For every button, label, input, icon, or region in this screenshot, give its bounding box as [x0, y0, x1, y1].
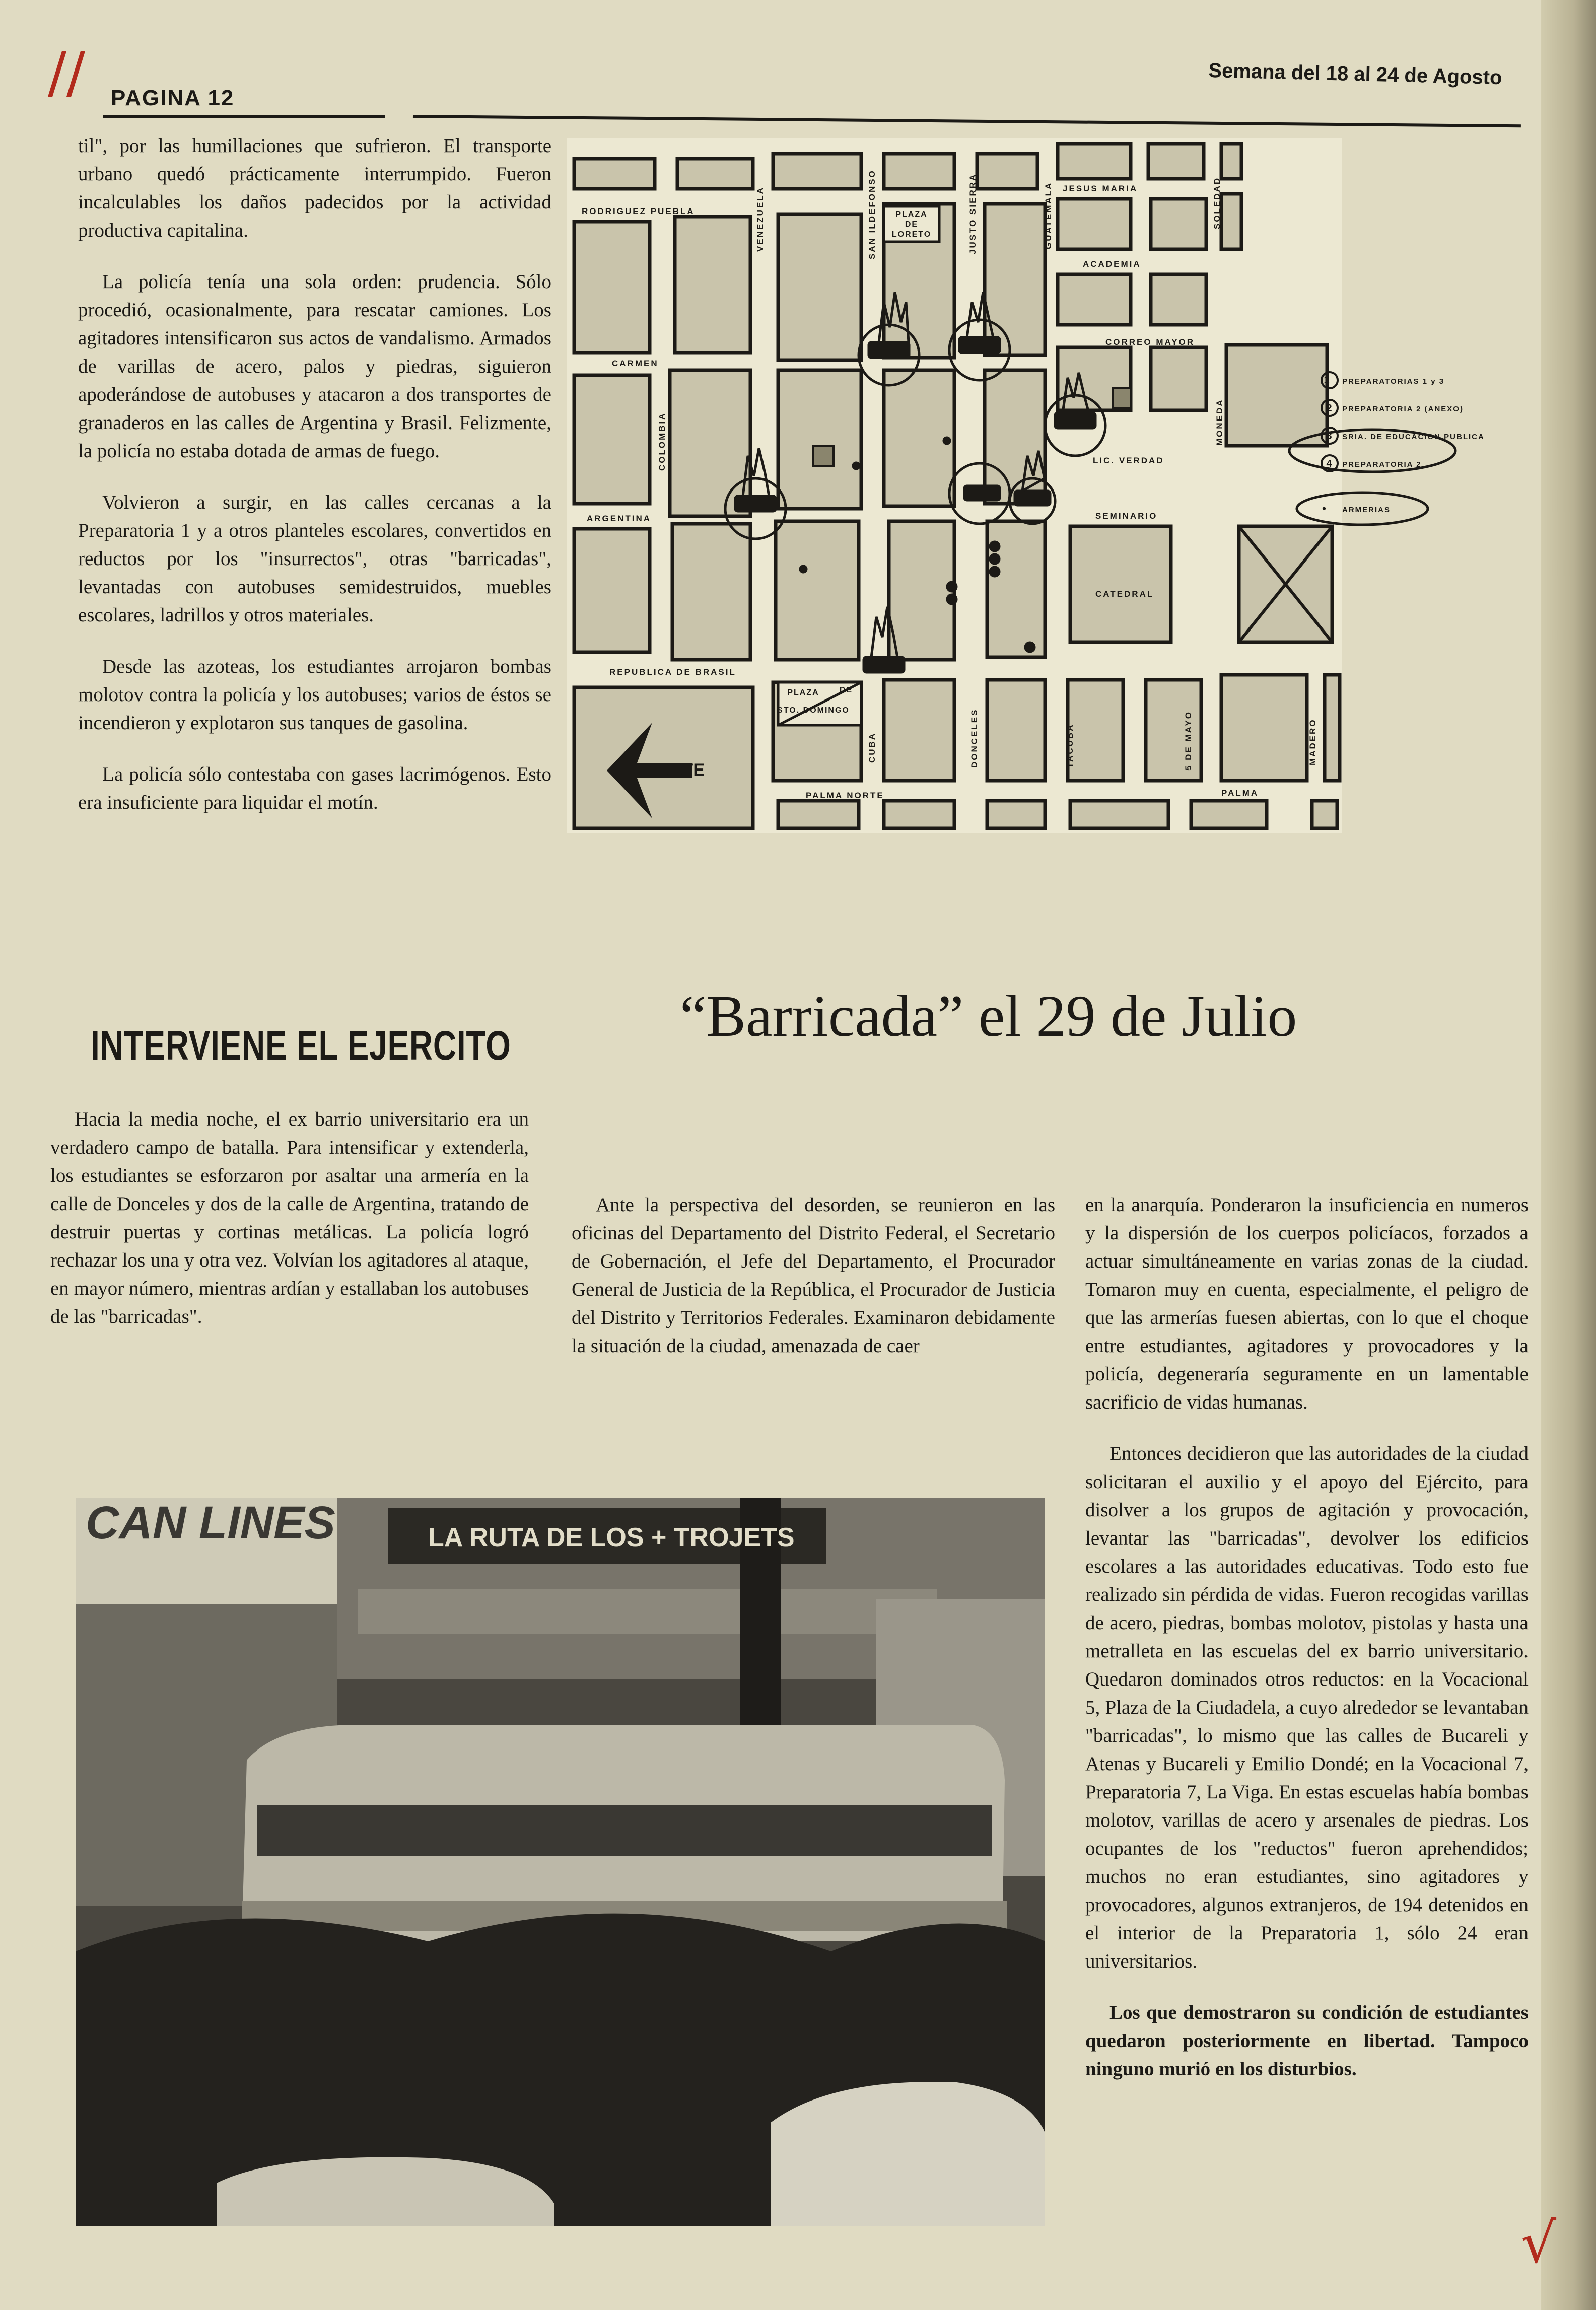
paragraph: til", por las humillaciones que sufrieron. El transporte urbano quedó prácticamente interrumpido. Fueron incalculables los daños padecidos por la actividad productiva capitalina. — [78, 135, 551, 241]
street-label: RODRIGUEZ PUEBLA — [582, 206, 695, 216]
street-label: SOLEDAD — [1212, 176, 1222, 229]
street-label: 5 DE MAYO — [1184, 711, 1193, 771]
red-pencil-mark: // — [48, 40, 86, 105]
street-label: CORREO MAYOR — [1105, 337, 1195, 347]
legend-label: PREPARATORIAS 1 y 3 — [1342, 377, 1445, 386]
street-label: ACADEMIA — [1083, 259, 1141, 269]
sign-left: CAN LINES — [86, 1497, 335, 1549]
legend-label: SRIA. DE EDUCACION PUBLICA — [1342, 433, 1485, 441]
street-label: DONCELES — [969, 708, 979, 768]
legend-label: PREPARATORIA 2 — [1342, 460, 1422, 469]
plaza-label: PLAZA — [787, 688, 819, 697]
street-label: VENEZUELA — [755, 186, 765, 252]
street-label: CATEDRAL — [1095, 589, 1154, 599]
street-label: CARMEN — [612, 359, 659, 368]
article-column-1 — [78, 132, 551, 840]
paragraph: Entonces decidieron que las autoridades de la ciudad solicitaran el auxilio y el apoyo del Ejército, para disolver a los grupos de agitación y provocación, levantar las "barricadas", devolver los edificios escolares a las autoridades educativas. Todo esto fue realizado sin pérdida de vidas. Fueron recogidas varillas de acero, piedras, bombas molotov, pistolas y hasta una metralleta en las escuelas del ex barrio universitario. Quedaron dominados otros reductos: en la Vocacional 5, Plaza de la Ciudadela, a cuyo alrededor se levantaban "barricadas", lo mismo que las calles de Bucareli y Atenas y Bucareli y Emilio Dondé; en la Vocacional 7, Preparatoria 7, La Viga. En estas escuelas había bombas molotov, varillas de acero y arsenales de piedras. Los ocupantes de los "reductos" fueron aprehendidos; muchos no eran estudiantes, sino agitadores y provocadores, algunos extranjeros, de 194 detenidos en el interior de la Preparatoria 1, sólo 24 eran universitarios. — [1085, 1443, 1529, 1972]
paragraph: Los que demostraron su condición de estudiantes quedaron posteriormente en libertad. Tampoco ninguno murió en los disturbios. — [1085, 2002, 1529, 2080]
plaza-label: LORETO — [891, 230, 932, 239]
street-label: GUATEMALA — [1044, 181, 1053, 249]
legend-number: 1 — [1324, 375, 1331, 386]
page-label: PAGINA 12 — [111, 86, 235, 110]
street-label: SAN ILDEFONSO — [867, 169, 877, 259]
legend-number: • — [1322, 502, 1327, 515]
legend-label: ARMERIAS — [1342, 506, 1391, 514]
street-label: CUBA — [867, 732, 877, 763]
street-label: PALMA NORTE — [806, 791, 884, 800]
street-label: TACUBA — [1065, 723, 1075, 768]
street-label: MONEDA — [1215, 398, 1224, 446]
street-label: SEMINARIO — [1095, 511, 1158, 521]
street-label: JUSTO SIERRA — [968, 173, 978, 254]
paragraph: La policía sólo contestaba con gases lacrimógenos. Esto era insuficiente para liquidar el motín. — [78, 763, 551, 813]
legend-number: 4 — [1326, 458, 1333, 469]
article-column-3 — [1085, 1191, 1529, 2107]
street-label: JESUS MARIA — [1063, 184, 1138, 193]
legend-number: 2 — [1326, 403, 1333, 414]
plaza-label: PLAZA — [895, 210, 928, 219]
street-photograph — [76, 1498, 1045, 2226]
paragraph: Hacia la media noche, el ex barrio universitario era un verdadero campo de batalla. Para intensificar y extenderla, los estudiantes se esforzaron por asaltar una armería en la calle de Donceles y dos de la calle de Argentina, tratando de destruir puertas y cortinas metálicas. La policía logró rechazar los una y otra vez. Volvían los agitadores al ataque, en mayor número, mientras ardían y estallaban los autobuses de las "barricadas". — [50, 1108, 529, 1327]
north-label: NORTE — [645, 760, 705, 780]
street-label: REPUBLICA DE BRASIL — [609, 667, 736, 677]
legend-label: PREPARATORIA 2 (ANEXO) — [1342, 405, 1464, 413]
article-column-2 — [572, 1191, 1055, 1383]
red-pencil-mark: √ — [1521, 2211, 1557, 2275]
header-rule — [413, 115, 1521, 127]
plaza-label: DE — [839, 686, 853, 694]
street-label: MADERO — [1308, 718, 1317, 765]
street-label: COLOMBIA — [657, 412, 667, 471]
plaza-label: STO. DOMINGO — [777, 706, 850, 715]
street-label: PALMA — [1221, 788, 1259, 798]
street-label: ARGENTINA — [587, 514, 652, 523]
legend-number: 3 — [1326, 431, 1333, 442]
sign-top: LA RUTA DE LOS + TROJETS — [428, 1523, 795, 1552]
paragraph: Desde las azoteas, los estudiantes arrojaron bombas molotov contra la policía y los autobuses; varios de éstos se incendieron y explotaron sus tanques de gasolina. — [78, 656, 551, 734]
paragraph: en la anarquía. Ponderaron la insuficiencia en numeros y la dispersión de los cuerpos policíacos, forzados a actuar simultáneamente en varias zonas de la ciudad. Tomaron muy en cuenta, especialmente, el peligro de que las armerías fuesen abiertas, con lo que el choque entre estudiantes, agitadores y provocadores y la policía, degeneraría seguramente en un lamentable sacrificio de vidas humanas. — [1085, 1194, 1529, 1413]
paragraph: Ante la perspectiva del desorden, se reunieron en las oficinas del Departamento del Distrito Federal, el Secretario de Gobernación, el Jefe del Departamento, el Procurador General de Justicia de la República, el Procurador de Justicia del Distrito y Territorios Federales. Examinaron debidamente la situación de la ciudad, amenazada de caer — [572, 1194, 1055, 1357]
paragraph: La policía tenía una sola orden: prudencia. Sólo procedió, ocasionalmente, para rescatar camiones. Los agitadores intensificaron sus actos de vandalismo. Armados de varillas de acero, palos y piedras, siguieron apoderándose de autobuses y atacaron a dos transportes de granaderos en las calles de Argentina y Brasil. Felizmente, la policía no estaba dotada de armas de fuego. — [78, 271, 551, 462]
issue-week: Semana del 18 al 24 de Agosto — [1208, 59, 1503, 89]
article-column-1b — [50, 1105, 529, 1354]
street-label: LIC. VERDAD — [1093, 456, 1164, 465]
headline: “Barricada” el 29 de Julio — [680, 983, 1297, 1049]
plaza-label: DE — [905, 220, 919, 229]
header-rule — [103, 115, 385, 118]
paragraph: Volvieron a surgir, en las calles cercanas a la Preparatoria 1 y a otros planteles escolares, convertidos en reductos por los "insurrectos", otras "barricadas", levantadas con autobuses semidestruidos, muebles escolares, ladrillos y otros materiales. — [78, 492, 551, 626]
section-subheading: INTERVIENE EL EJERCITO — [91, 1023, 511, 1069]
street-map — [567, 138, 1485, 833]
page-binding-edge — [1541, 0, 1596, 2310]
